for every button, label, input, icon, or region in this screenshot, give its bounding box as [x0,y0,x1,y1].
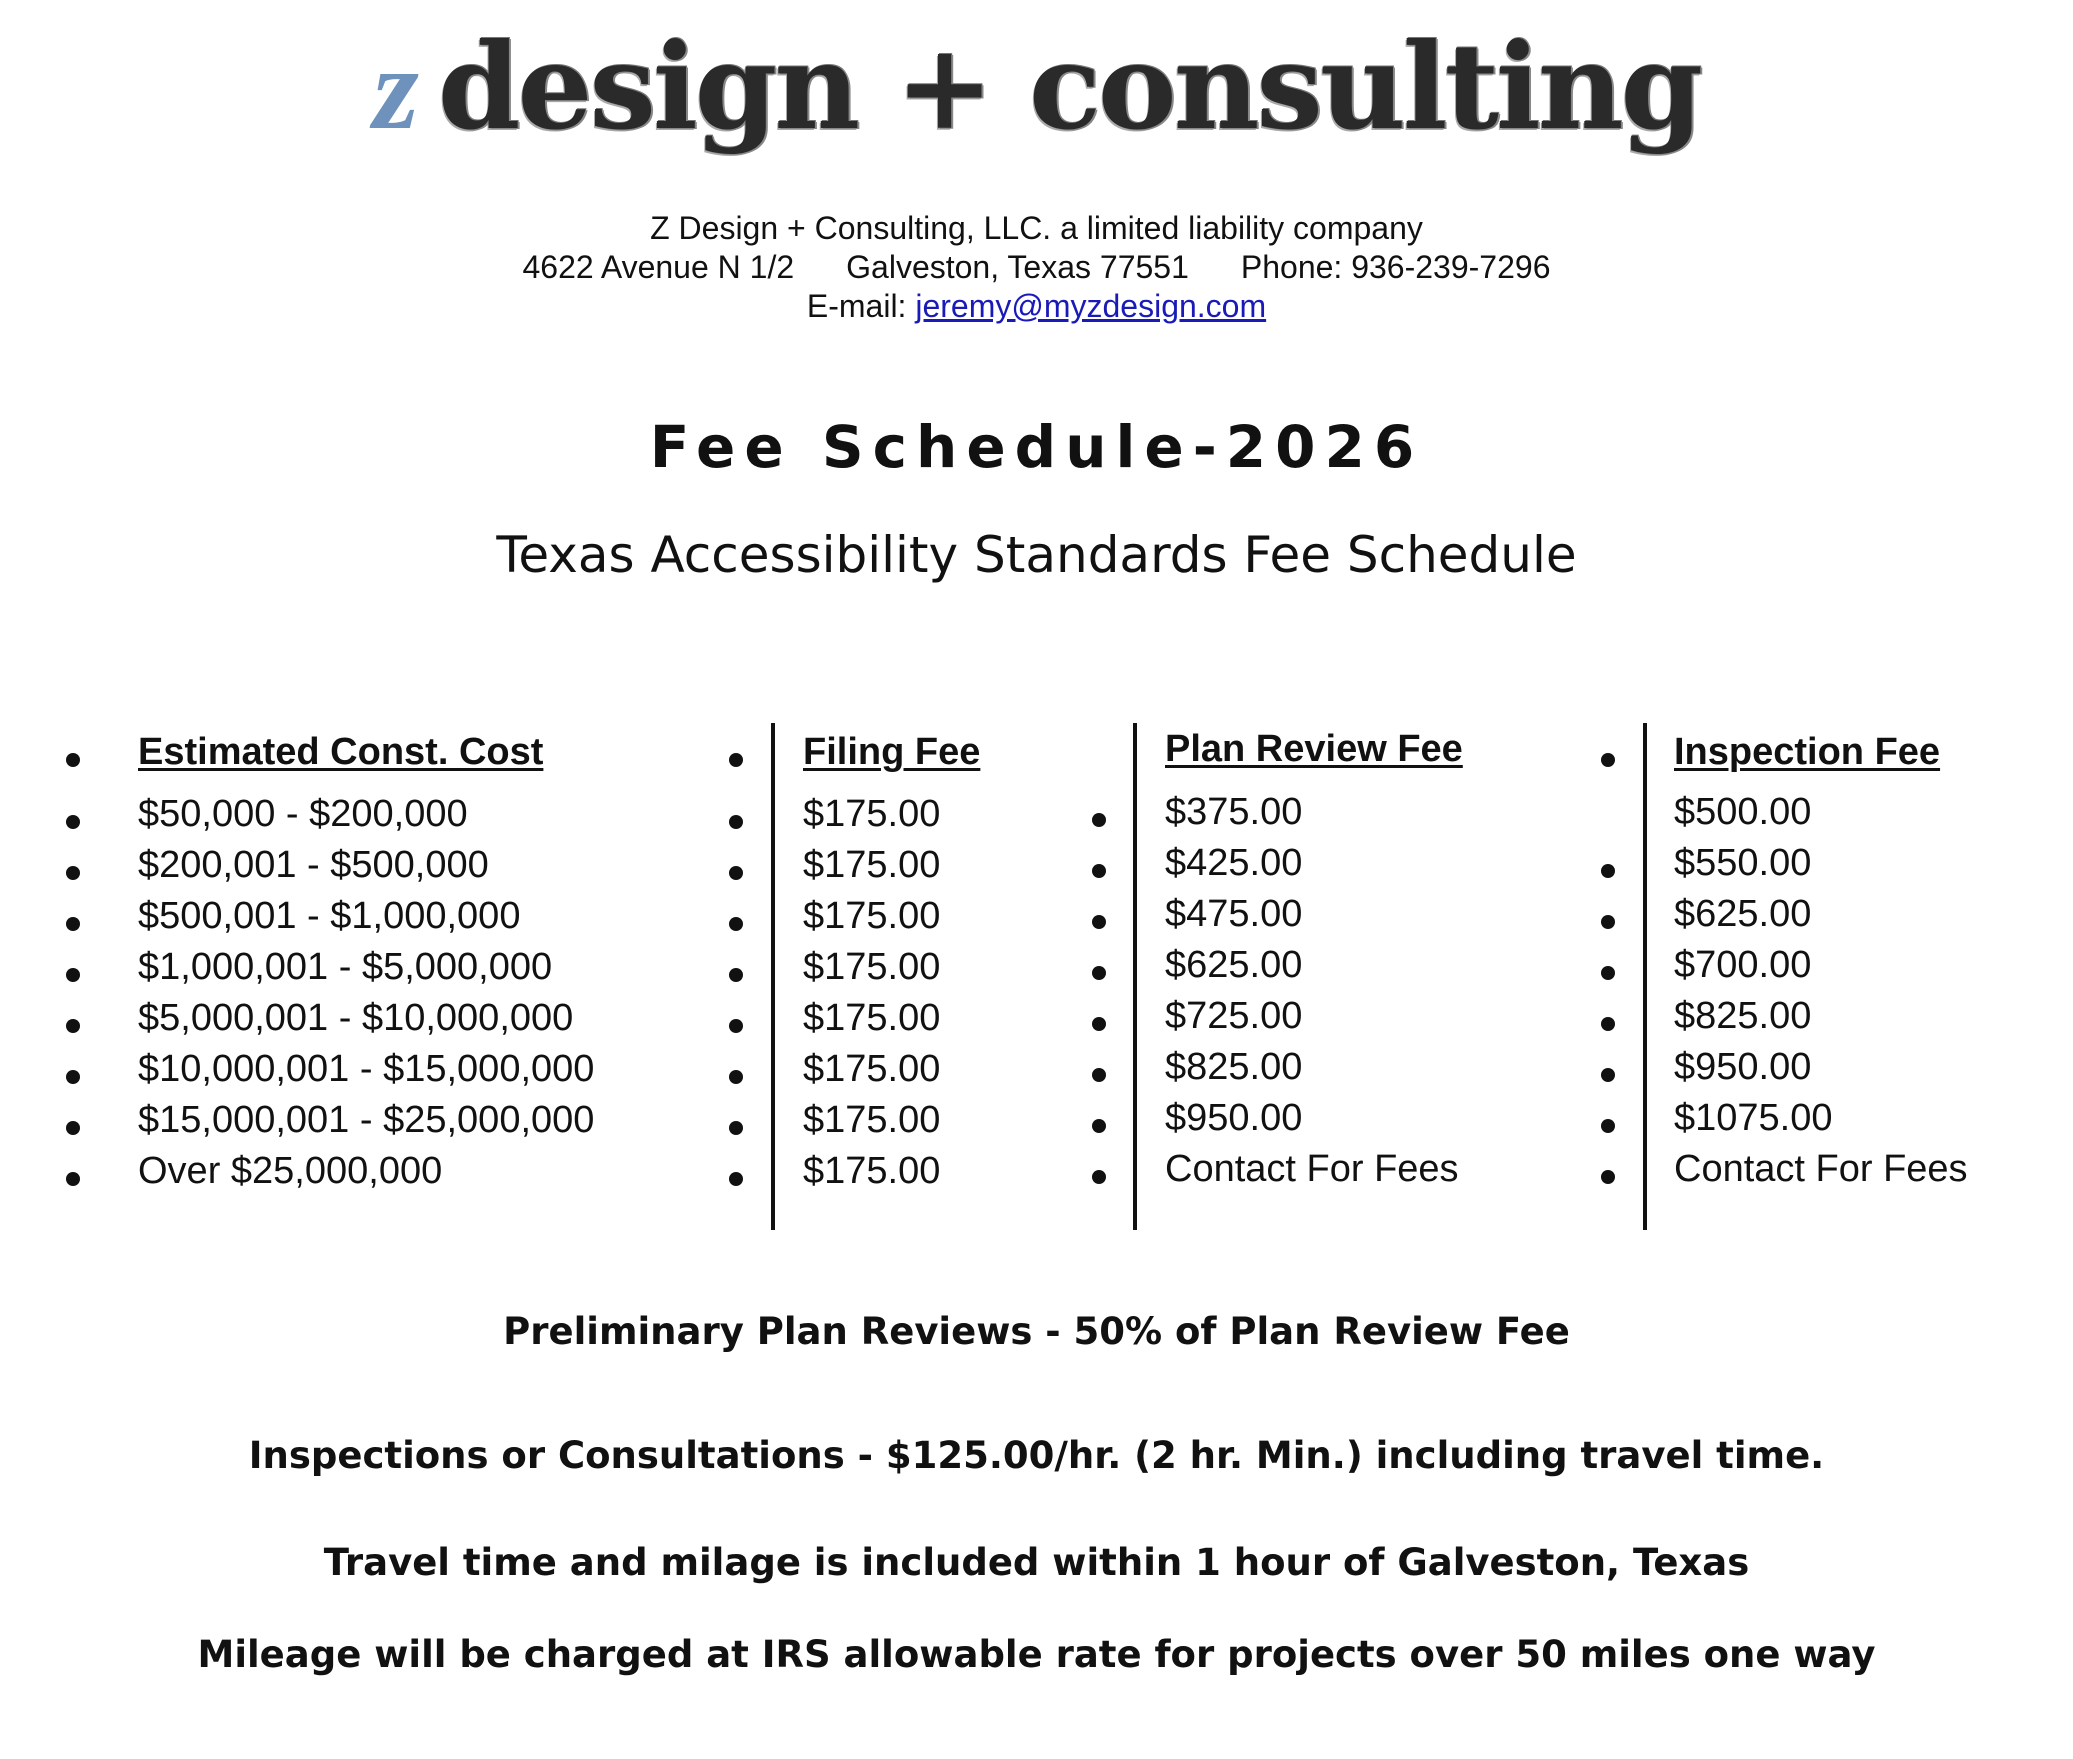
bullet-icon [729,968,743,982]
bullet-icon [1601,966,1615,980]
inspection-value: $625.00 [1674,893,1812,935]
bullet-icon [66,1172,80,1186]
company-line: Z Design + Consulting, LLC. a limited liability company [650,210,1423,246]
bullet-icon [1601,1017,1615,1031]
filing-fee-value: $175.00 [803,895,941,937]
bullet-icon [1092,1119,1106,1133]
note-mileage: Mileage will be charged at IRS allowable rate for projects over 50 miles one way [197,1633,1876,1676]
bullet-icon [729,1172,743,1186]
bullet-icon [66,917,80,931]
bullet-icon [66,1070,80,1084]
bullet-icon [66,815,80,829]
bullet-icon [729,1070,743,1084]
page-title: Fee Schedule-2026 [649,413,1424,481]
bullet-icon [66,866,80,880]
bullet-icon [1092,813,1106,827]
bullet-icon [729,753,743,767]
bullet-icon [1092,1017,1106,1031]
bullet-icon [66,1121,80,1135]
plan-review-value: $375.00 [1165,791,1303,833]
column-header-plan-review: Plan Review Fee [1165,728,1463,770]
email-link[interactable]: jeremy@myzdesign.com [915,288,1267,324]
cost-value: Over $25,000,000 [138,1150,443,1192]
bullet-icon [1092,966,1106,980]
column-divider-2 [1133,723,1137,1230]
filing-fee-value: $175.00 [803,1150,941,1192]
bullet-icon [1601,864,1615,878]
logo-wordmark: design + consulting [437,17,1701,156]
note-travel: Travel time and milage is included within 1 hour of Galveston, Texas [323,1541,1750,1584]
phone-number: Phone: 936-239-7296 [1240,249,1551,285]
inspection-value: $700.00 [1674,944,1812,986]
bullet-icon [1601,1068,1615,1082]
cost-value: $10,000,001 - $15,000,000 [138,1048,595,1090]
note-inspections: Inspections or Consultations - $125.00/hr. (2 hr. Min.) including travel time. [248,1434,1825,1477]
street-address: 4622 Avenue N 1/2 [522,249,795,285]
page-subtitle: Texas Accessibility Standards Fee Schedule [496,526,1577,584]
note-preliminary: Preliminary Plan Reviews - 50% of Plan Review Fee [503,1310,1570,1353]
inspection-value: $825.00 [1674,995,1812,1037]
cost-value: $500,001 - $1,000,000 [138,895,521,937]
plan-review-value: $950.00 [1165,1097,1303,1139]
bullet-icon [1092,1068,1106,1082]
filing-fee-value: $175.00 [803,946,941,988]
bullet-icon [66,753,80,767]
bullet-icon [729,1121,743,1135]
column-header-filing-fee: Filing Fee [803,731,981,773]
plan-review-value: $425.00 [1165,842,1303,884]
bullet-icon [66,968,80,982]
plan-review-value: $475.00 [1165,893,1303,935]
inspection-value: Contact For Fees [1674,1148,1968,1190]
city-state: Galveston, Texas 77551 [846,249,1189,285]
address-line [0,251,2073,283]
bullet-icon [1092,915,1106,929]
bullet-icon [1092,864,1106,878]
column-header-cost: Estimated Const. Cost [138,731,544,773]
cost-value: $5,000,001 - $10,000,000 [138,997,574,1039]
email-label: E-mail: [806,288,907,324]
plan-review-value: $625.00 [1165,944,1303,986]
email-line [0,290,2073,322]
cost-value: $50,000 - $200,000 [138,793,468,835]
bullet-icon [729,917,743,931]
bullet-icon [66,1019,80,1033]
column-divider-1 [771,723,775,1230]
logo-z: z [372,23,416,154]
filing-fee-value: $175.00 [803,1099,941,1141]
filing-fee-value: $175.00 [803,793,941,835]
bullet-icon [1601,1170,1615,1184]
inspection-value: $500.00 [1674,791,1812,833]
cost-value: $1,000,001 - $5,000,000 [138,946,553,988]
bullet-icon [729,866,743,880]
filing-fee-value: $175.00 [803,997,941,1039]
inspection-value: $950.00 [1674,1046,1812,1088]
filing-fee-value: $175.00 [803,1048,941,1090]
plan-review-value: $825.00 [1165,1046,1303,1088]
bullet-icon [729,815,743,829]
bullet-icon [729,1019,743,1033]
filing-fee-value: $175.00 [803,844,941,886]
bullet-icon [1601,1119,1615,1133]
bullet-icon [1092,1170,1106,1184]
plan-review-value: Contact For Fees [1165,1148,1459,1190]
column-divider-3 [1643,723,1647,1230]
inspection-value: $1075.00 [1674,1097,1833,1139]
bullet-icon [1601,753,1615,767]
company-logo [0,17,2073,156]
inspection-value: $550.00 [1674,842,1812,884]
column-header-inspection: Inspection Fee [1674,731,1941,773]
cost-value: $200,001 - $500,000 [138,844,489,886]
plan-review-value: $725.00 [1165,995,1303,1037]
bullet-icon [1601,915,1615,929]
cost-value: $15,000,001 - $25,000,000 [138,1099,595,1141]
